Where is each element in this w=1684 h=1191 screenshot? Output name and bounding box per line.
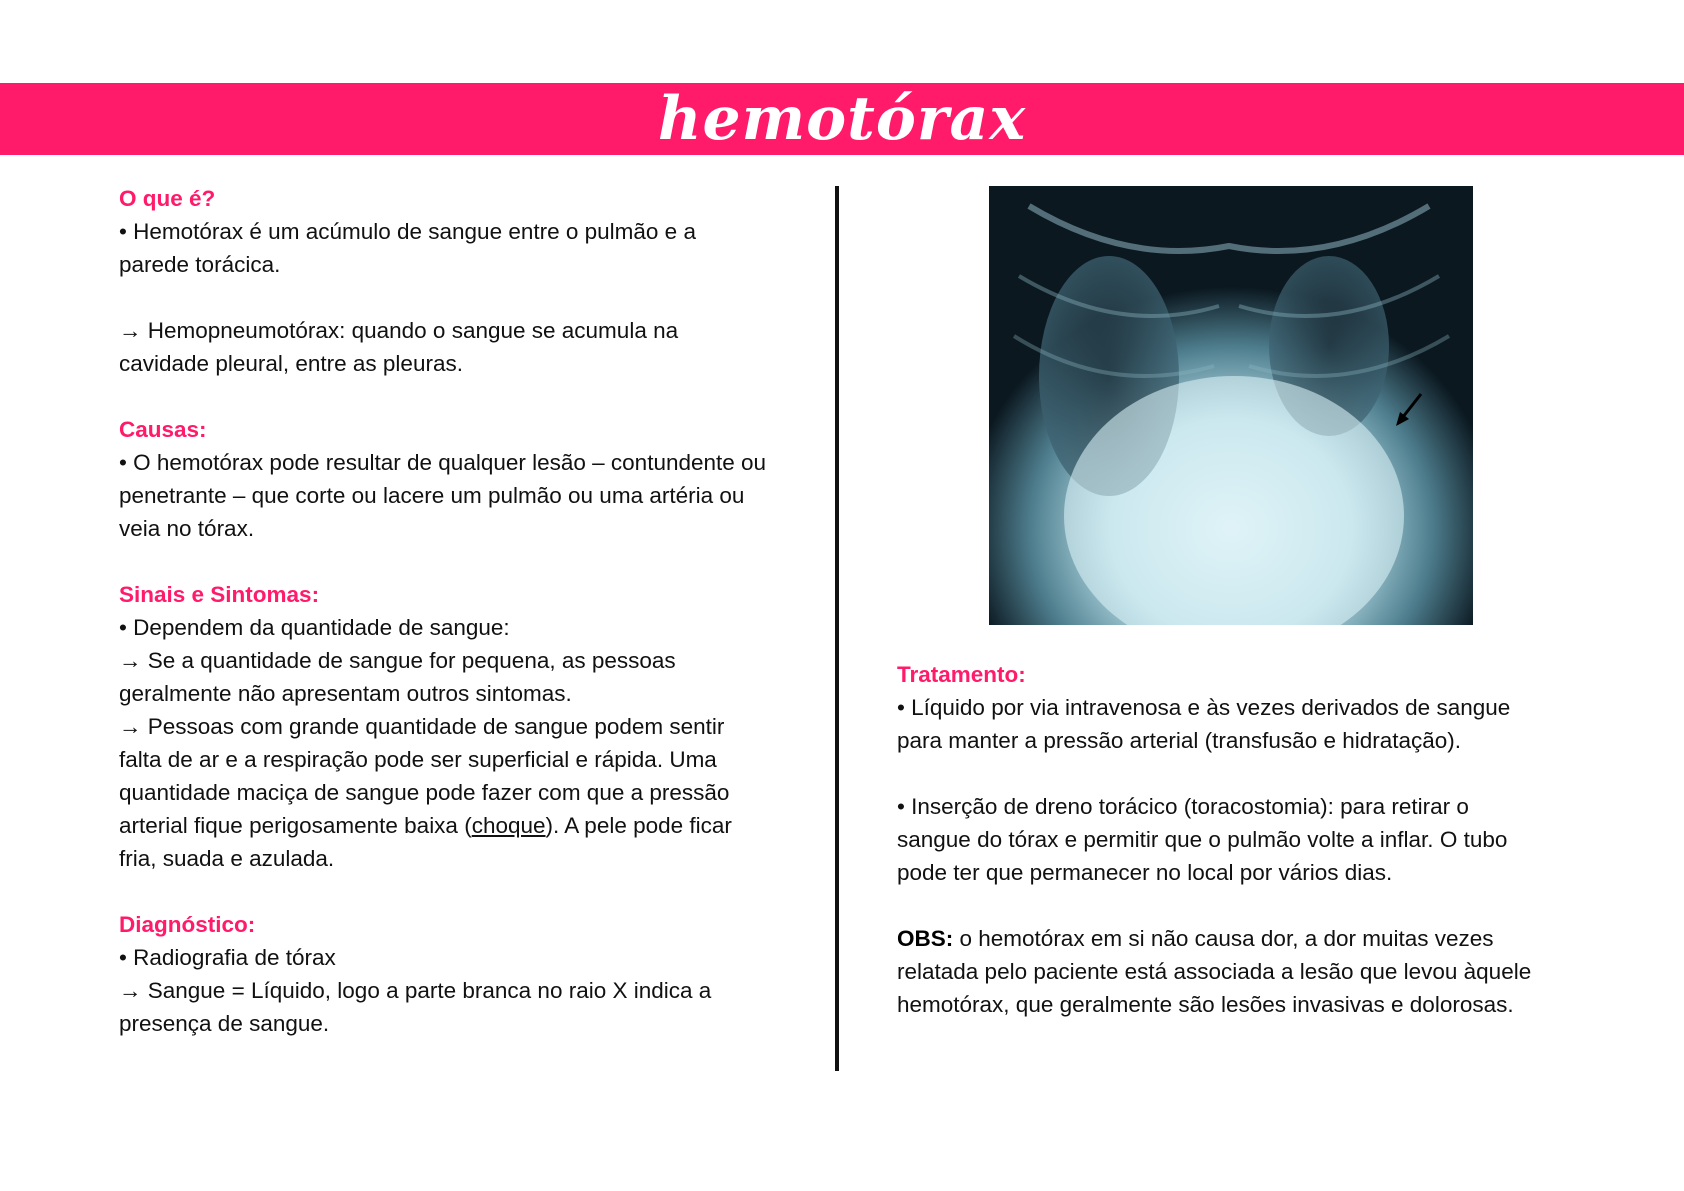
text-span: arterial fique perigosamente baixa (: [119, 813, 472, 838]
text-line: • Líquido por via intravenosa e às vezes derivados de sangue: [897, 695, 1511, 720]
text-line: → Hemopneumotórax: quando o sangue se acumula na: [119, 318, 679, 343]
text-line: [897, 922, 1587, 955]
text-line: pode ter que permanecer no local por vários dias.: [897, 860, 1393, 885]
section-heading-signs: Sinais e Sintomas:: [119, 582, 320, 607]
text-line: • Inserção de dreno torácico (toracostomia): para retirar o: [897, 794, 1469, 819]
chest-xray-image: [989, 186, 1473, 625]
text-line: presença de sangue.: [119, 1011, 330, 1036]
section-heading-causes: Causas:: [119, 417, 207, 442]
text-line: fria, suada e azulada.: [119, 846, 335, 871]
text-line: falta de ar e a respiração pode ser superficial e rápida. Uma: [119, 747, 717, 772]
text-line: [119, 809, 799, 842]
section-heading-what-is: O que é?: [119, 186, 216, 211]
text-line: quantidade maciça de sangue pode fazer com que a pressão: [119, 780, 730, 805]
text-line: para manter a pressão arterial (transfusão e hidratação).: [897, 728, 1462, 753]
text-line: cavidade pleural, entre as pleuras.: [119, 351, 463, 376]
column-divider: [835, 186, 839, 1071]
choque-link[interactable]: choque: [471, 813, 546, 838]
text-line: → Se a quantidade de sangue for pequena, as pessoas: [119, 648, 676, 673]
left-column: [119, 182, 799, 1040]
text-line: sangue do tórax e permitir que o pulmão volte a inflar. O tubo: [897, 827, 1508, 852]
section-heading-treatment: Tratamento:: [897, 662, 1026, 687]
text-line: • Hemotórax é um acúmulo de sangue entre o pulmão e a: [119, 219, 696, 244]
text-line: penetrante – que corte ou lacere um pulmão ou uma artéria ou: [119, 483, 745, 508]
text-line: parede torácica.: [119, 252, 281, 277]
text-span: o hemotórax em si não causa dor, a dor muitas vezes: [953, 926, 1494, 951]
text-line: → Sangue = Líquido, logo a parte branca no raio X indica a: [119, 978, 712, 1003]
text-line: veia no tórax.: [119, 516, 255, 541]
text-line: hemotórax, que geralmente são lesões invasivas e dolorosas.: [897, 992, 1514, 1017]
xray-illustration: [989, 186, 1473, 625]
text-line: geralmente não apresentam outros sintomas.: [119, 681, 572, 706]
right-column: [897, 658, 1587, 1021]
text-span: ). A pele pode ficar: [545, 813, 732, 838]
text-line: • O hemotórax pode resultar de qualquer lesão – contundente ou: [119, 450, 767, 475]
text-line: → Pessoas com grande quantidade de sangue podem sentir: [119, 714, 725, 739]
obs-label: OBS:: [897, 926, 954, 951]
text-line: relatada pelo paciente está associada a lesão que levou àquele: [897, 959, 1532, 984]
page-title: hemotórax: [657, 84, 1027, 154]
section-heading-diagnosis: Diagnóstico:: [119, 912, 256, 937]
text-line: • Dependem da quantidade de sangue:: [119, 615, 510, 640]
text-line: • Radiografia de tórax: [119, 945, 336, 970]
